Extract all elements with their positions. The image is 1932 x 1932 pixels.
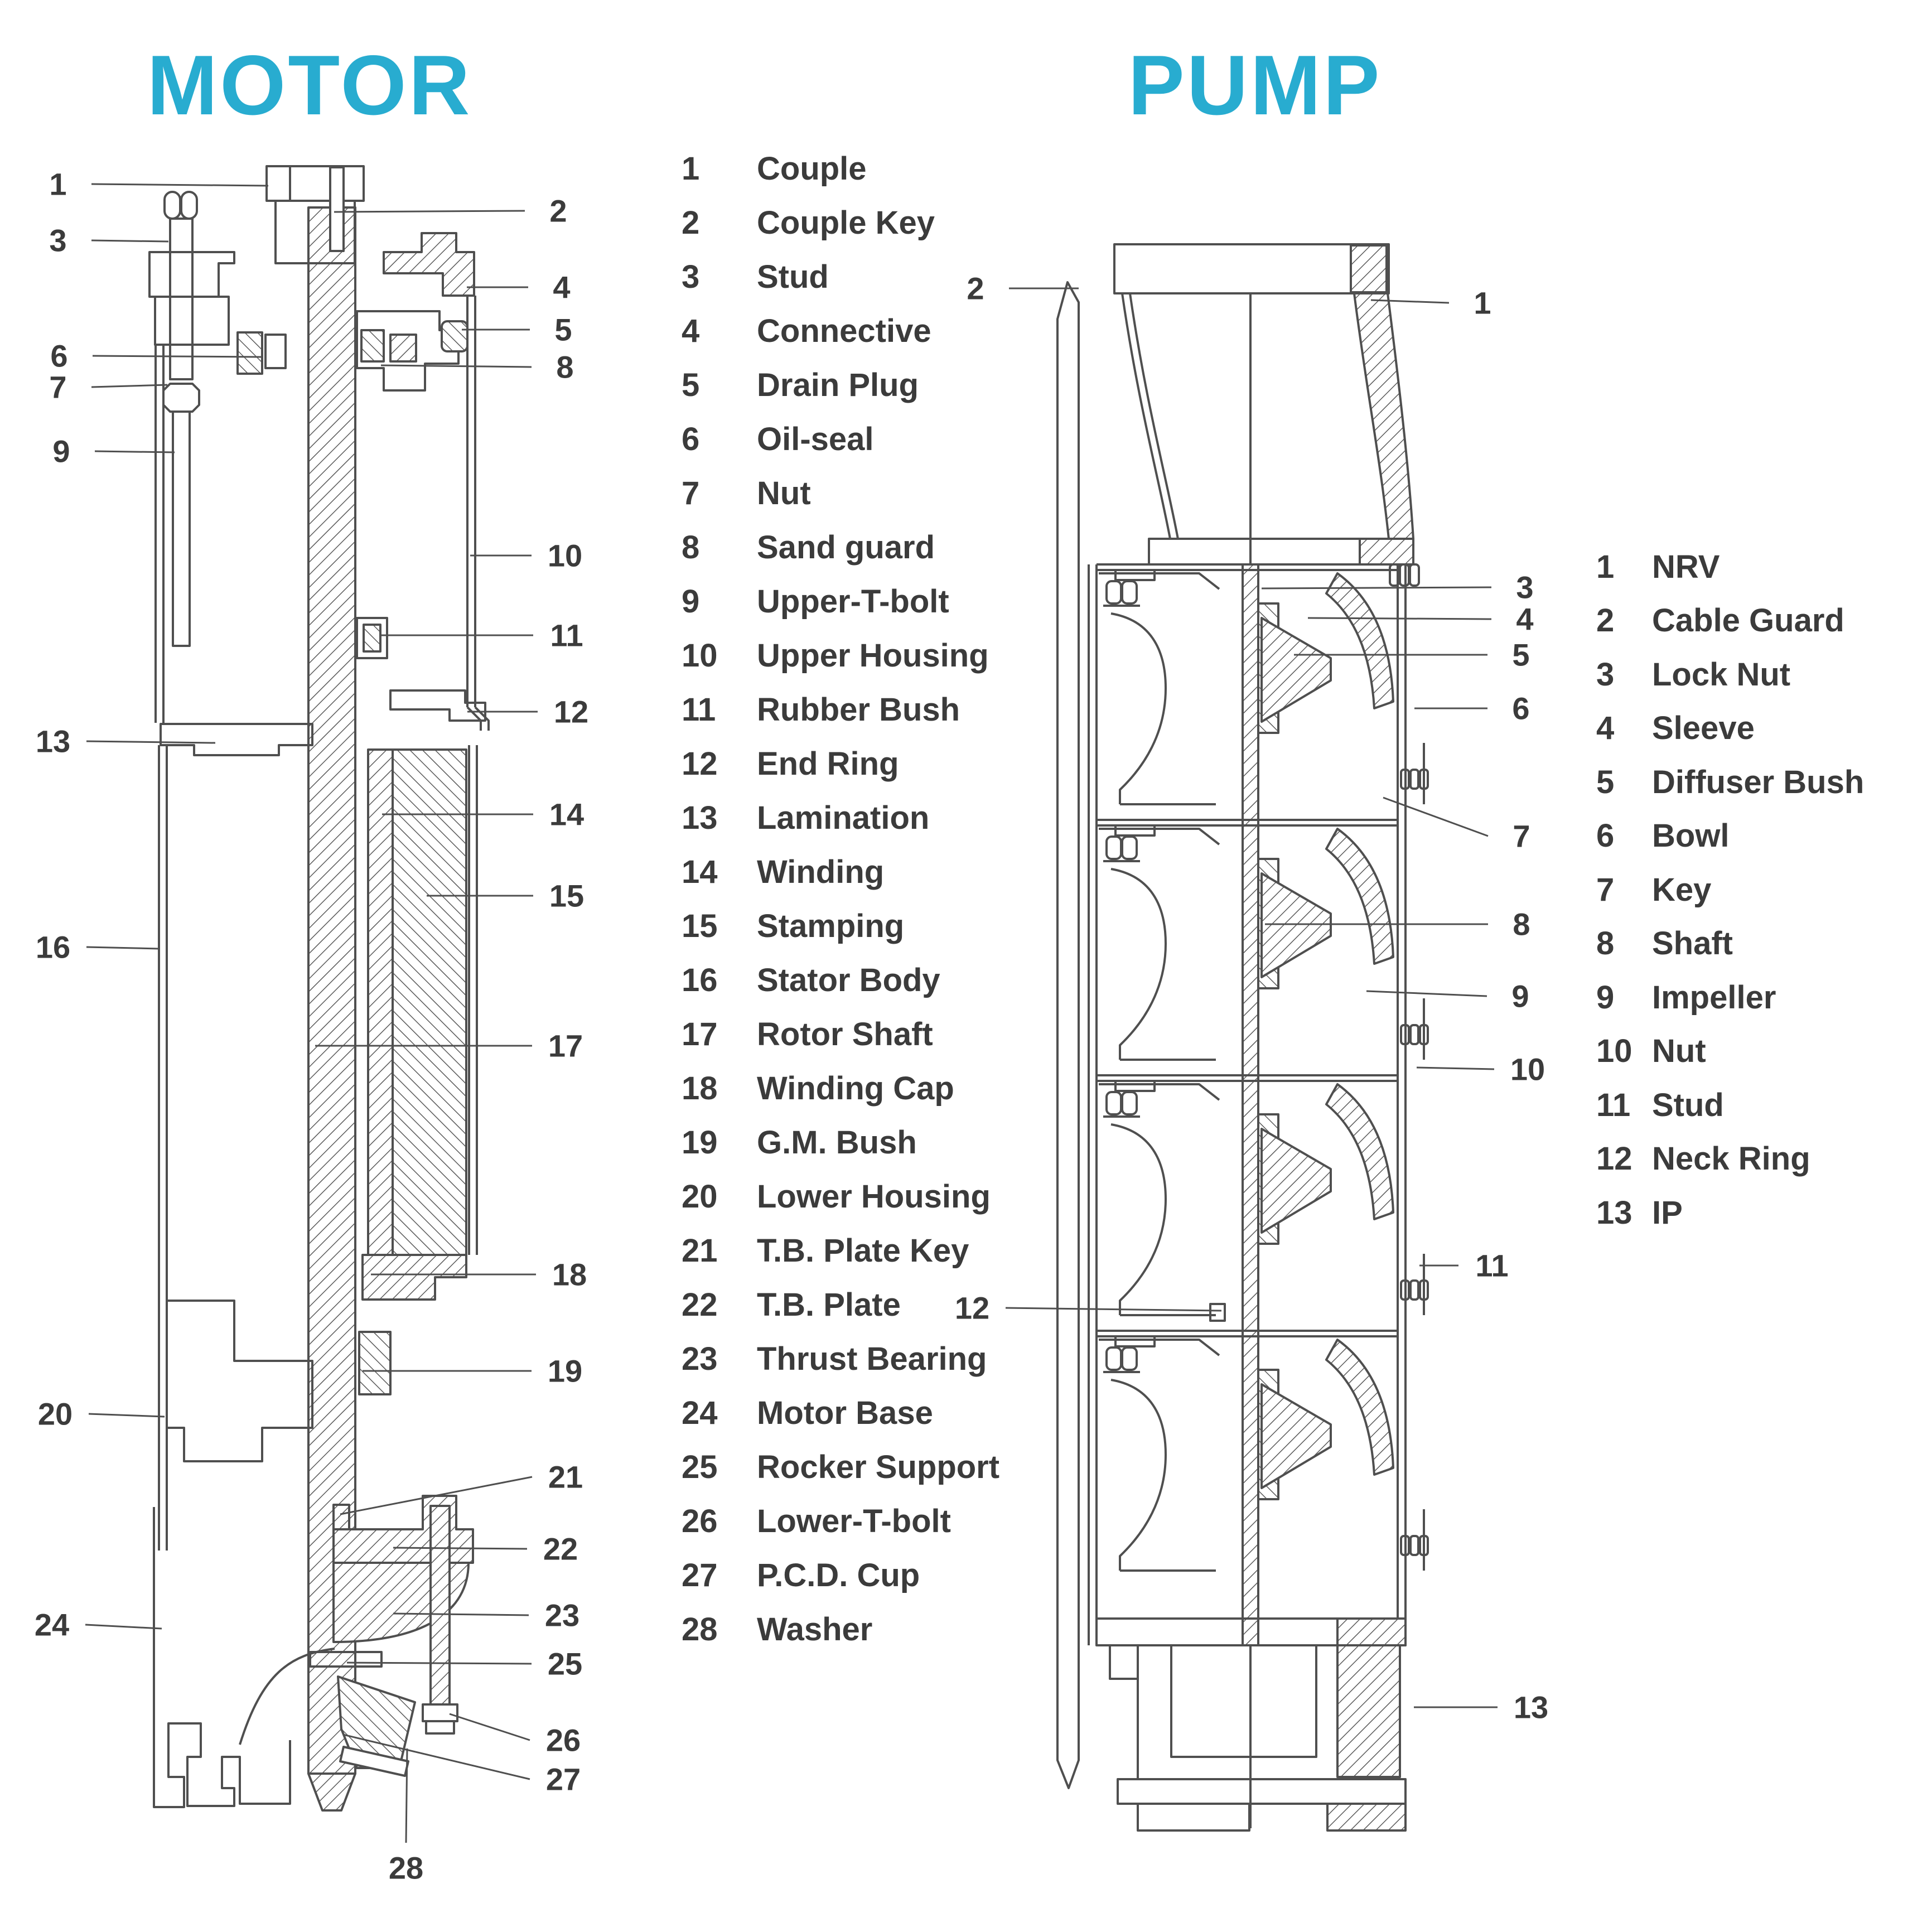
callout-number: 22 bbox=[543, 1531, 578, 1567]
part-number: 16 bbox=[682, 962, 718, 998]
part-number: 5 bbox=[1596, 764, 1615, 800]
callout-number: 10 bbox=[547, 538, 583, 573]
list-item bbox=[682, 1332, 999, 1386]
lamination-drawing bbox=[161, 724, 312, 755]
pump-stage-4 bbox=[1097, 1331, 1428, 1571]
part-number: 2 bbox=[1596, 602, 1615, 639]
part-number: 3 bbox=[1596, 656, 1615, 693]
callout-number: 27 bbox=[545, 1761, 581, 1797]
part-name: Sleeve bbox=[1652, 710, 1755, 747]
callout-number: 10 bbox=[1510, 1051, 1545, 1087]
part-number: 11 bbox=[682, 692, 716, 728]
part-name: Bowl bbox=[1652, 818, 1730, 854]
part-number: 9 bbox=[1596, 979, 1615, 1016]
leader-line bbox=[1366, 991, 1487, 996]
leader-line bbox=[406, 1749, 407, 1843]
list-item bbox=[682, 1602, 999, 1656]
part-number: 25 bbox=[682, 1449, 718, 1485]
part-number: 7 bbox=[682, 475, 700, 511]
list-item bbox=[682, 358, 999, 412]
winding-cap-drawing bbox=[363, 1255, 466, 1300]
part-number: 17 bbox=[682, 1016, 718, 1052]
winding-drawing bbox=[368, 750, 393, 1255]
list-item bbox=[682, 899, 999, 953]
list-item bbox=[682, 196, 999, 250]
part-number: 1 bbox=[682, 151, 700, 187]
list-item bbox=[1596, 970, 1864, 1025]
callout-number: 1 bbox=[1474, 285, 1491, 321]
pump-stage-2 bbox=[1097, 820, 1428, 1060]
list-item bbox=[682, 953, 999, 1007]
part-name: End Ring bbox=[757, 746, 899, 782]
part-name: Stator Body bbox=[757, 962, 940, 998]
callout-number: 12 bbox=[553, 694, 589, 730]
callout-number: 20 bbox=[37, 1396, 73, 1432]
list-item bbox=[682, 845, 999, 899]
leader-line bbox=[381, 365, 532, 367]
callout-number: 18 bbox=[552, 1257, 587, 1292]
part-number: 23 bbox=[682, 1341, 718, 1377]
callout-number: 25 bbox=[547, 1646, 583, 1682]
part-name: Nut bbox=[1652, 1033, 1706, 1070]
list-item bbox=[682, 629, 999, 683]
callout-number: 3 bbox=[49, 223, 67, 258]
pump-title: PUMP bbox=[1128, 38, 1382, 133]
callout-number: 6 bbox=[1512, 690, 1530, 726]
part-name: IP bbox=[1652, 1194, 1683, 1231]
list-item bbox=[682, 1224, 999, 1278]
list-item bbox=[1596, 702, 1864, 756]
callout-number: 5 bbox=[554, 312, 572, 347]
list-item bbox=[682, 1061, 999, 1115]
part-name: Neck Ring bbox=[1652, 1141, 1810, 1177]
leader-line bbox=[91, 184, 268, 186]
stamping-drawing bbox=[393, 750, 466, 1255]
list-item bbox=[1596, 1078, 1864, 1132]
list-item bbox=[682, 1494, 999, 1548]
callout-number: 14 bbox=[549, 796, 585, 832]
motor-drawing bbox=[149, 166, 489, 1810]
callout-number: 6 bbox=[50, 338, 68, 374]
list-item bbox=[682, 1440, 999, 1494]
leader-line bbox=[93, 356, 261, 357]
list-item bbox=[1596, 755, 1864, 809]
part-name: Thrust Bearing bbox=[757, 1341, 987, 1377]
list-item bbox=[682, 412, 999, 466]
callout-number: 4 bbox=[1516, 601, 1534, 637]
part-number: 18 bbox=[682, 1070, 718, 1107]
stud-drawing bbox=[163, 192, 199, 646]
neck-ring-drawing bbox=[1210, 1304, 1225, 1321]
callout-number: 7 bbox=[49, 369, 67, 405]
list-item bbox=[682, 520, 999, 574]
part-name: Upper Housing bbox=[757, 637, 989, 674]
callout-number: 21 bbox=[548, 1459, 583, 1495]
part-name: Lower-T-bolt bbox=[757, 1503, 951, 1539]
connective-drawing bbox=[384, 233, 474, 296]
leader-line bbox=[89, 1414, 165, 1417]
list-item bbox=[682, 250, 999, 304]
callout-number: 13 bbox=[1513, 1689, 1549, 1725]
part-name: Stud bbox=[757, 259, 829, 295]
leader-line bbox=[347, 1663, 532, 1664]
part-number: 3 bbox=[682, 259, 700, 295]
list-item bbox=[682, 683, 999, 737]
list-item bbox=[1596, 809, 1864, 863]
part-number: 26 bbox=[682, 1503, 718, 1539]
part-name: T.B. Plate Key bbox=[757, 1233, 969, 1269]
list-item bbox=[682, 1548, 999, 1602]
callout-number: 5 bbox=[1512, 637, 1530, 673]
callout-number: 11 bbox=[1475, 1248, 1509, 1283]
list-item bbox=[682, 791, 999, 845]
list-item bbox=[1596, 648, 1864, 702]
part-number: 13 bbox=[1596, 1194, 1632, 1231]
part-number: 5 bbox=[682, 367, 700, 403]
list-item bbox=[682, 737, 999, 791]
part-name: Rotor Shaft bbox=[757, 1016, 933, 1052]
part-name: Sand guard bbox=[757, 529, 935, 566]
part-number: 14 bbox=[682, 854, 718, 890]
part-number: 2 bbox=[682, 205, 700, 241]
callout-number: 7 bbox=[1513, 818, 1530, 854]
list-item bbox=[682, 574, 999, 629]
callout-number: 8 bbox=[556, 349, 574, 385]
part-name: Rubber Bush bbox=[757, 692, 960, 728]
part-name: Couple Key bbox=[757, 205, 935, 241]
callout-number: 13 bbox=[35, 723, 71, 759]
list-item bbox=[682, 1007, 999, 1061]
part-number: 20 bbox=[682, 1178, 718, 1215]
part-number: 12 bbox=[1596, 1141, 1632, 1177]
callout-number: 2 bbox=[549, 193, 567, 229]
leader-line bbox=[1308, 618, 1491, 619]
part-number: 28 bbox=[682, 1611, 718, 1648]
pump-base-drawing bbox=[1097, 1619, 1405, 1830]
callout-number: 11 bbox=[550, 617, 583, 653]
list-item bbox=[682, 142, 999, 196]
part-number: 22 bbox=[682, 1287, 718, 1323]
list-item bbox=[1596, 1186, 1864, 1240]
part-number: 10 bbox=[1596, 1033, 1632, 1070]
callout-number: 3 bbox=[1516, 569, 1534, 605]
leader-line bbox=[86, 947, 159, 949]
callout-number: 16 bbox=[35, 929, 71, 965]
pump-parts-list bbox=[1596, 540, 1864, 1240]
leader-line bbox=[334, 211, 525, 212]
part-number: 24 bbox=[682, 1395, 718, 1431]
callout-number: 26 bbox=[545, 1722, 581, 1758]
part-number: 6 bbox=[682, 421, 700, 457]
part-number: 4 bbox=[682, 313, 700, 349]
pump-drawing bbox=[1057, 244, 1428, 1830]
callout-number: 15 bbox=[549, 878, 585, 914]
cable-guard-drawing bbox=[1057, 282, 1079, 1788]
part-name: Connective bbox=[757, 313, 931, 349]
part-number: 11 bbox=[1596, 1086, 1631, 1123]
list-item bbox=[1596, 540, 1864, 594]
part-number: 10 bbox=[682, 637, 718, 674]
callout-number: 23 bbox=[544, 1597, 580, 1633]
callout-number: 8 bbox=[1513, 906, 1530, 942]
list-item bbox=[682, 1115, 999, 1170]
part-number: 19 bbox=[682, 1124, 718, 1161]
list-item bbox=[1596, 917, 1864, 971]
part-name: Shaft bbox=[1652, 925, 1733, 962]
part-name: Cable Guard bbox=[1652, 602, 1844, 639]
part-name: Upper-T-bolt bbox=[757, 583, 949, 620]
part-name: Lamination bbox=[757, 800, 930, 836]
list-item bbox=[682, 466, 999, 520]
list-item bbox=[1596, 1132, 1864, 1186]
part-name: Rocker Support bbox=[757, 1449, 1000, 1485]
callout-number: 4 bbox=[553, 269, 571, 305]
part-name: Key bbox=[1652, 871, 1712, 908]
list-item bbox=[682, 304, 999, 358]
part-name: Stud bbox=[1652, 1086, 1724, 1123]
drain-plug-drawing bbox=[442, 321, 467, 351]
part-number: 12 bbox=[682, 746, 718, 782]
part-name: NRV bbox=[1652, 548, 1720, 585]
leader-line bbox=[1383, 798, 1488, 836]
motor-parts-list bbox=[682, 142, 999, 1656]
part-name: Nut bbox=[757, 475, 811, 511]
end-ring-drawing bbox=[390, 690, 485, 721]
leader-line bbox=[1417, 1068, 1494, 1069]
callout-number: 28 bbox=[388, 1850, 424, 1886]
leader-line bbox=[393, 1548, 527, 1549]
part-name: Motor Base bbox=[757, 1395, 933, 1431]
list-item bbox=[1596, 863, 1864, 917]
part-name: Impeller bbox=[1652, 979, 1776, 1016]
part-name: P.C.D. Cup bbox=[757, 1557, 920, 1593]
leader-line bbox=[86, 741, 215, 743]
part-name: Couple bbox=[757, 151, 867, 187]
callout-number: 9 bbox=[52, 433, 70, 469]
leader-line bbox=[1262, 587, 1491, 588]
part-name: Oil-seal bbox=[757, 421, 874, 457]
leader-line bbox=[85, 1625, 162, 1629]
part-name: Lock Nut bbox=[1652, 656, 1791, 693]
part-name: Stamping bbox=[757, 908, 905, 944]
part-number: 9 bbox=[682, 583, 700, 620]
part-number: 4 bbox=[1596, 710, 1615, 747]
part-name: Winding Cap bbox=[757, 1070, 954, 1107]
part-name: Lower Housing bbox=[757, 1178, 991, 1215]
part-name: T.B. Plate bbox=[757, 1287, 901, 1323]
callout-number: 19 bbox=[547, 1353, 583, 1389]
list-item bbox=[1596, 594, 1864, 648]
part-name: Drain Plug bbox=[757, 367, 919, 403]
upper-housing-drawing bbox=[467, 296, 489, 731]
part-name: Diffuser Bush bbox=[1652, 764, 1865, 800]
pump-stage-3 bbox=[1097, 1075, 1428, 1315]
list-item bbox=[682, 1386, 999, 1440]
callout-number: 12 bbox=[954, 1290, 990, 1326]
list-item bbox=[682, 1278, 999, 1332]
lower-housing-drawing bbox=[159, 1301, 312, 1551]
leader-line bbox=[91, 240, 168, 241]
leader-line bbox=[1006, 1308, 1221, 1311]
callout-number: 2 bbox=[967, 271, 984, 306]
part-number: 7 bbox=[1596, 871, 1615, 908]
callout-number: 9 bbox=[1511, 978, 1529, 1014]
part-number: 21 bbox=[682, 1233, 718, 1269]
pump-stage-1 bbox=[1097, 564, 1428, 804]
part-number: 8 bbox=[682, 529, 700, 566]
part-number: 8 bbox=[1596, 925, 1615, 962]
part-name: Winding bbox=[757, 854, 885, 890]
part-number: 1 bbox=[1596, 548, 1615, 585]
leader-line bbox=[95, 451, 175, 452]
leader-line bbox=[450, 1714, 530, 1740]
part-number: 6 bbox=[1596, 818, 1615, 854]
list-item bbox=[682, 1170, 999, 1224]
oil-seal-drawing bbox=[238, 332, 286, 374]
motor-title: MOTOR bbox=[147, 38, 472, 133]
part-number: 27 bbox=[682, 1557, 718, 1593]
part-number: 13 bbox=[682, 800, 718, 836]
list-item bbox=[1596, 1025, 1864, 1079]
callout-number: 1 bbox=[49, 166, 67, 202]
part-number: 15 bbox=[682, 908, 718, 944]
callout-number: 24 bbox=[34, 1607, 70, 1643]
pump-shaft-drawing bbox=[1243, 564, 1258, 1645]
part-name: Washer bbox=[757, 1611, 873, 1648]
callout-number: 17 bbox=[548, 1028, 583, 1064]
rubber-bush-drawing bbox=[357, 618, 387, 658]
gm-bush-drawing bbox=[359, 1332, 390, 1394]
part-name: G.M. Bush bbox=[757, 1124, 917, 1161]
